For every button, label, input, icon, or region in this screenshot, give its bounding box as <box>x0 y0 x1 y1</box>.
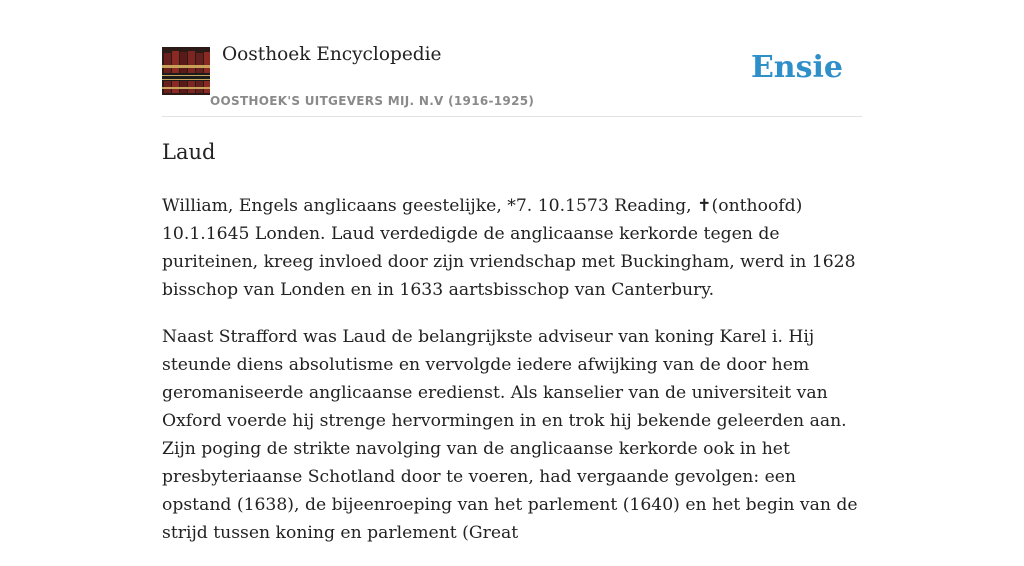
source-header <box>162 0 862 117</box>
entry-paragraph: William, Engels anglicaans geestelijke, *7. 10.1573 Reading, ✝(onthoofd) 10.1.1645 Londen. Laud verdedigde de anglicaanse kerkorde tegen de puriteinen, kreeg invloed door zijn vriendschap met Buckingham, werd in 1628 bisschop van Londen en in 1633 aartsbisschop van Canterbury. <box>162 196 856 300</box>
source-title[interactable]: Oosthoek Encyclopedie <box>222 44 442 65</box>
ensie-logo-link[interactable]: Ensie <box>750 50 843 85</box>
entry-paragraph: Naast Strafford was Laud de belangrijkste adviseur van koning Karel i. Hij steunde diens absolutisme en vervolgde iedere afwijking van de door hem geromaniseerde anglicaanse eredienst. Als kanselier van de universiteit van Oxford voerde hij strenge hervormingen in en trok hij bekende geleerden aan. Zijn poging de strikte navolging van de anglicaanse kerkorde ook in het presbyteriaanse Schotland door te voeren, had vergaande gevolgen: een opstand (1638), de bijeenroeping van het parlement (1640) en het begin van de strijd tussen koning en parlement (Great <box>162 327 858 543</box>
content-container <box>162 0 862 543</box>
source-avatar[interactable] <box>162 47 210 95</box>
source-subtitle: OOSTHOEK'S UITGEVERS MIJ. N.V (1916-1925) <box>210 94 535 108</box>
entry-body <box>162 192 862 566</box>
book-spines-icon <box>162 47 210 95</box>
entry-title: Laud <box>162 140 216 164</box>
